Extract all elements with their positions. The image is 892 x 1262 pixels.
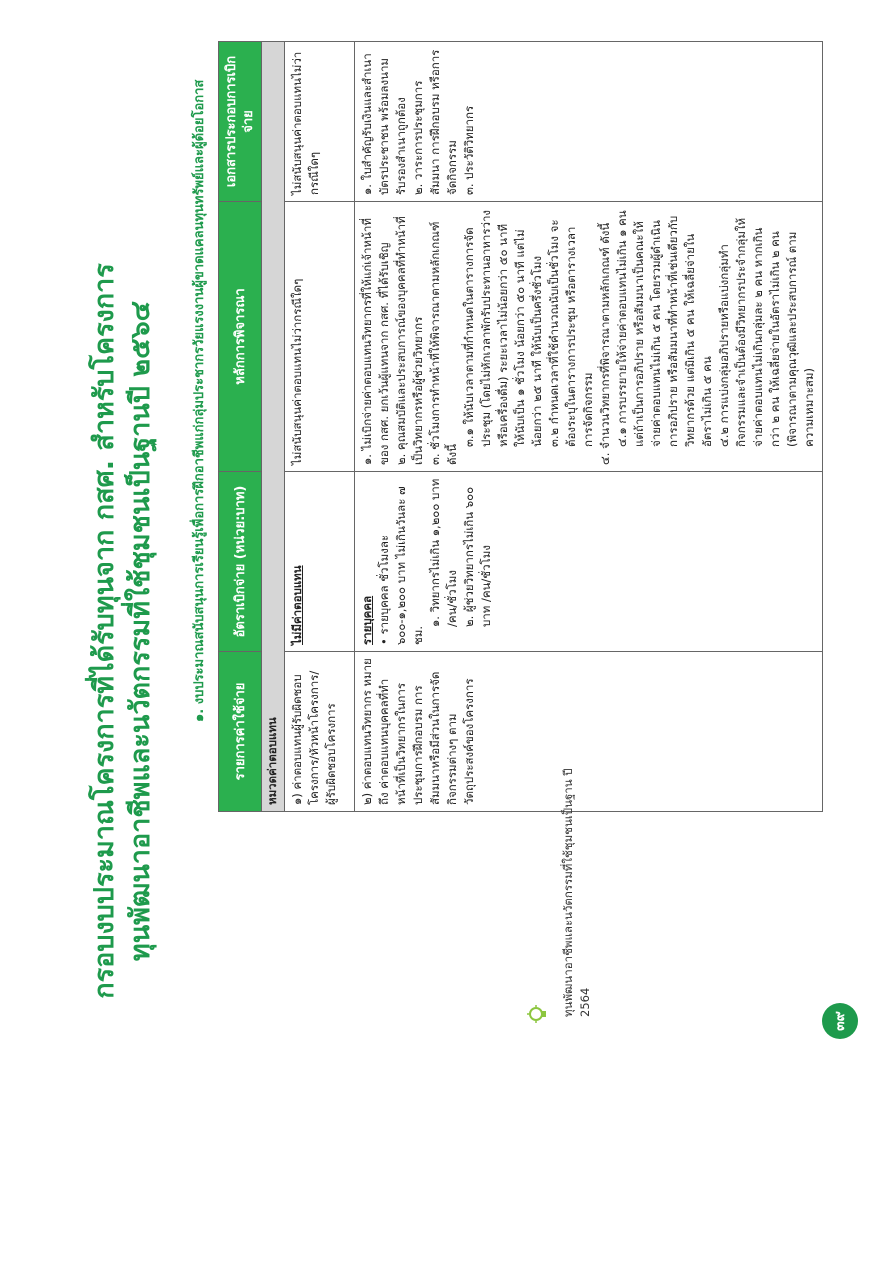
header-docs: เอกสารประกอบการเบิกจ่าย (219, 42, 262, 202)
criteria-item: ๓. ชั่วโมงการทำหน้าที่ให้พิจารณาตามหลักเกณฑ์ดังนี้ (428, 221, 459, 465)
row2-rate-heading: รายบุคคล (360, 595, 374, 645)
docs-item: ๒. วาระการประชุมการสัมมนา การฝึกอบรม หรือการจัดกิจกรรม (411, 49, 459, 195)
footer-text: ทุนพัฒนาอาชีพและนวัตกรรมที่ใช้ชุมชนเป็นฐาน ปี 2564 (561, 768, 592, 1017)
docs-item: ๑. ใบสำคัญรับเงินและสำเนาบัตรประชาชน พร้อมลงนามรับรองสำเนาถูกต้อง (360, 53, 408, 195)
budget-table (218, 41, 823, 812)
criteria-item: ๓.๒ กำหนดเวลาที่ใช้คำนวณนับเป็นชั่วโมง จะต้องระบุในตารางการประชุม หรือตารางเวลาการจัดกิจกรรม (547, 219, 595, 447)
row2-rate-bullet: • รายบุคคล ชั่วโมงละ ๖๐๐-๑,๒๐๐ บาท ไม่เกินวันละ ๗ ชม. (377, 486, 425, 645)
table-row (285, 42, 355, 812)
row1-item: ๑) ค่าตอบแทนผู้รับผิดชอบโครงการ/หัวหน้าโครงการ/ผู้รับผิดชอบโครงการ (285, 652, 355, 812)
header-item: รายการค่าใช้จ่าย (219, 652, 262, 812)
row2-item: ๒) ค่าตอบแทนวิทยากร หมายถึง ค่าตอบแทนบุคคลที่ทำหน้าที่เป็นวิทยากรในการประชุมการฝึกอบรม การสัมมนาหรือมีส่วนในการจัดกิจกรรมต่างๆ ตามวัตถุประสงค์ของโครงการ (355, 652, 823, 812)
row2-criteria (355, 202, 823, 472)
row1-docs: ไม่สนับสนุนค่าตอบแทนไม่ว่ากรณีใดๆ (285, 42, 355, 202)
row1-criteria: ไม่สนับสนุนค่าตอบแทนไม่ว่ากรณีใดๆ (285, 202, 355, 472)
header-criteria: หลักการพิจารณา (219, 202, 262, 472)
criteria-item: ๑. ไม่เบิกจ่ายค่าตอบแทนวิทยากรที่ให้แก่เจ้าหน้าที่ของ กสศ. ยกเว้นผู้แทนจาก กสศ. ที่ได้รับเชิญ (360, 218, 391, 465)
criteria-item: ๔.๑ การบรรยายให้จ่ายค่าตอบแทนไม่เกิน ๑ คน แต่ถ้าเป็นการอภิปราย หรือสัมมนาเป็นคณะให้จ่ายค่าตอบแทนไม่เกิน ๕ คน โดยรวมผู้ดำเนินการอภิปราย หรือสัมมนาที่ทำหน้าที่เช่นเดียวกับวิทยากรด้วย แต่มิเกิน ๕ คน ให้เฉลี่ยจ่ายในอัตราไม่เกิน ๕ คน (615, 210, 714, 447)
criteria-item: ๒. คุณสมบัติและประสบการณ์ของบุคคลที่ทำหน้าที่เป็นวิทยากรหรือผู้ช่วยวิทยากร (394, 216, 425, 465)
row2-rate-line2: ๒. ผู้ช่วยวิทยากรไม่เกิน ๖๐๐ บาท /คน/ชั่วโมง (462, 486, 493, 627)
table-row (355, 42, 823, 812)
row2-docs (355, 42, 823, 202)
criteria-item: ๔.๒ การแบ่งกลุ่มอภิปรายหรือแบ่งกลุ่มทำกิจกรรมและจำเป็นต้องมีวิทยากรประจำกลุ่มให้จ่ายค่าตอบแทนไม่เกินกลุ่มละ ๒ คน หากเกินกว่า ๒ คน ให้เฉลี่ยจ่ายในอัตราไม่เกิน ๒ คน (พิจารณาตามคุณวุฒิและประสบการณ์ ตามความเหมาะสม) (717, 217, 816, 447)
section-heading: ๑. งบประมาณสนับสนุนการเรียนรู้เพื่อการฝึกอาชีพแก่กลุ่มประชากรวัยแรงงานผู้ขาดแคลนทุนทรัพย์และผู้ด้อยโอกาส (192, 79, 207, 722)
docs-item: ๓. ประวัติวิทยากร (462, 105, 476, 195)
criteria-item: ๔. จำนวนวิทยากรที่พิจารณาตามหลักเกณฑ์ ดังนี้ (598, 222, 612, 465)
page-number: ๓๙ (822, 1003, 858, 1039)
header-rate: อัตราเบิกจ่าย (หน่วย:บาท) (219, 472, 262, 652)
lightbulb-icon (527, 1003, 549, 1025)
row2-rate-line1: ๑. วิทยากรไม่เกิน ๑,๒๐๐ บาท /คน/ชั่วโมง (428, 478, 459, 627)
table-header-row (219, 42, 262, 812)
row1-rate (285, 472, 355, 652)
row1-rate-text: ไม่มีค่าตอบแทน (290, 565, 304, 645)
criteria-item: ๓.๑ ให้นับเวลาตามที่กำหนดในตารางการจัดประชุม (โดยไม่หักเวลาพักรับประทานอาหารว่างหรือเครื่องดื่ม) ระยะเวลาไม่น้อยกว่า ๕๐ นาที ให้นับเป็น ๑ ชั่วโมง น้อยกว่า ๕๐ นาที แต่ไม่น้อยกว่า ๒๕ นาที ให้นับเป็นครึ่งชั่วโมง (462, 209, 544, 447)
group-row (262, 42, 285, 812)
page-title-line2: ทุนพัฒนาอาชีพและนวัตกรรมที่ใช้ชุมชนเป็นฐานปี ๒๕๖๔ (125, 300, 156, 962)
group-label: หมวดค่าตอบแทน (262, 42, 285, 812)
row2-rate (355, 472, 823, 652)
page-title-line1: กรอบงบประมาณโครงการที่ได้รับทุนจาก กสศ. สำหรับโครงการ (89, 263, 120, 999)
